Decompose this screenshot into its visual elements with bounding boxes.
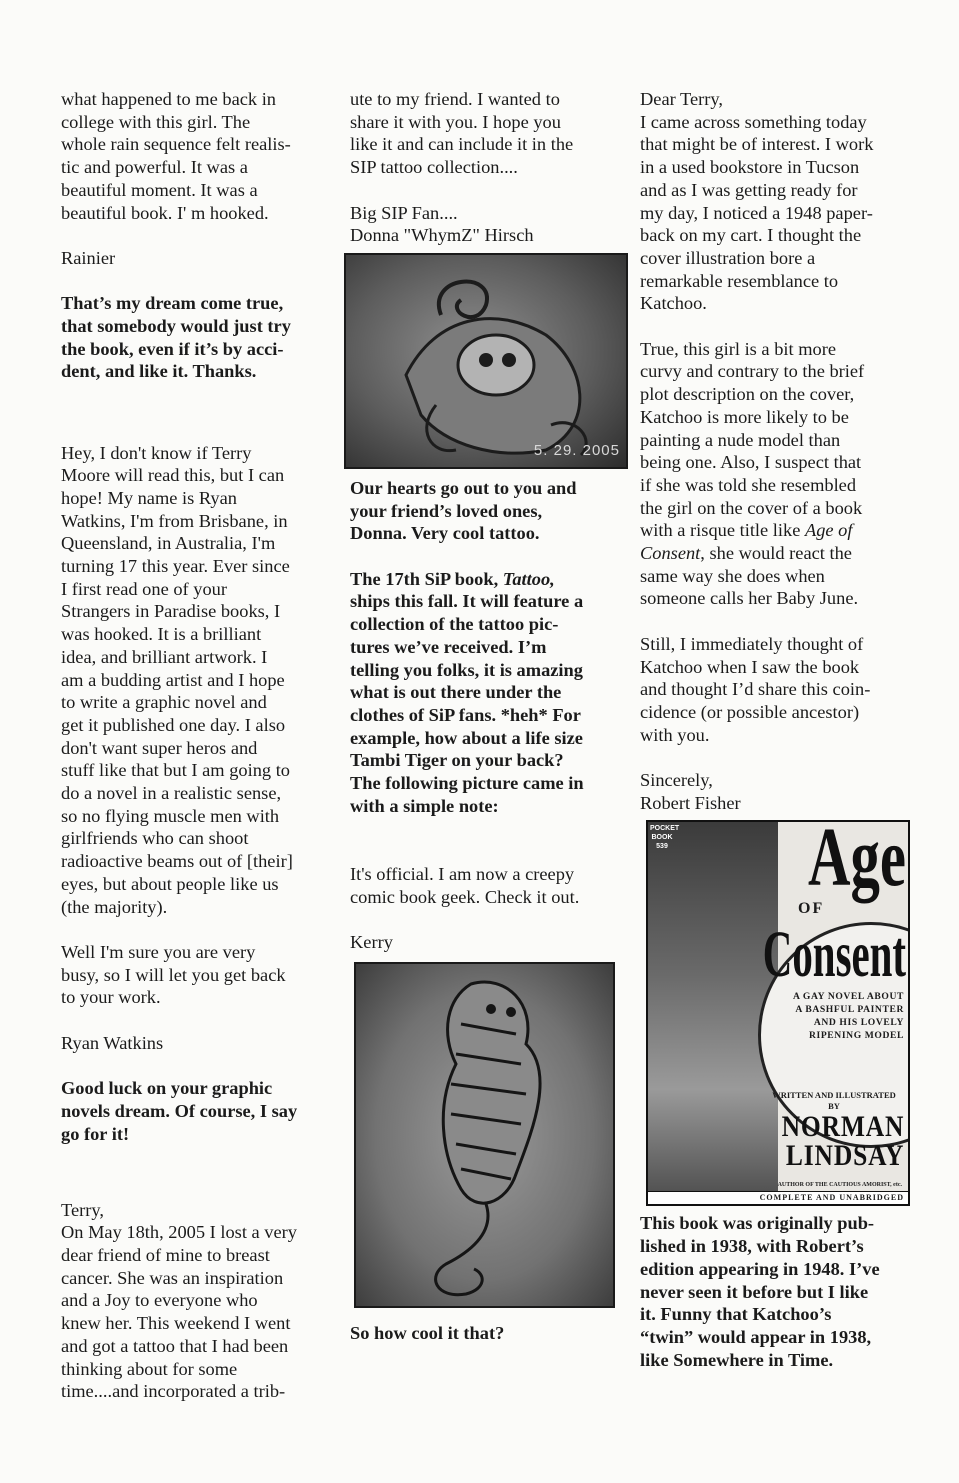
letter-4	[350, 863, 630, 908]
text-line: Moore will read this, but I can	[61, 465, 285, 486]
text-line: if she was told she resembled	[640, 474, 857, 495]
text-line: SIP tattoo collection....	[350, 157, 518, 178]
signoff: Sincerely,	[640, 770, 713, 791]
text-line	[640, 519, 920, 542]
text-line: busy, so I will let you get back	[61, 964, 286, 985]
text-line: NORMAN	[781, 1110, 904, 1144]
text-line: Tambi Tiger on your back?	[350, 750, 564, 771]
editor-reply-2	[61, 1077, 333, 1145]
text-line: painting a nude model than	[640, 429, 841, 450]
text-line: cidence (or possible ancestor)	[640, 701, 860, 722]
editor-reply-4	[350, 568, 630, 818]
text-line: WRITTEN AND ILLUSTRATED	[772, 1090, 896, 1101]
text-line: turning 17 this year. Ever since	[61, 556, 290, 577]
text-line: Katchoo when I saw the book	[640, 656, 860, 677]
book-title-tattoo: Tattoo,	[502, 568, 555, 589]
text-line: It's official. I am now a creepy	[350, 863, 575, 884]
text-line: I came across something today	[640, 111, 867, 132]
tiger-tattoo-photo	[354, 962, 615, 1308]
text-line: go for it!	[61, 1123, 130, 1144]
text-line: stuff like that but I am going to	[61, 760, 291, 781]
badge-number: 539	[656, 843, 668, 851]
text-line: RIPENING MODEL	[808, 1030, 904, 1042]
text-line: like Somewhere in Time.	[640, 1349, 834, 1370]
text-line: in a used bookstore in Tucson	[640, 157, 860, 178]
text-line: That’s my dream come true,	[61, 293, 284, 314]
editor-reply-6	[640, 1212, 920, 1371]
text-line: Donna. Very cool tattoo.	[350, 523, 540, 544]
text-line: to your work.	[61, 987, 161, 1008]
text-line: it. Funny that Katchoo’s	[640, 1304, 832, 1325]
text-line: whole rain sequence felt realis-	[61, 134, 291, 155]
text-line: what happened to me back in	[61, 89, 276, 109]
text-line: The following picture came in	[350, 773, 584, 794]
text-line: Still, I immediately thought of	[640, 633, 864, 654]
tiger-tattoo-drawing	[356, 964, 613, 1306]
text-line: and thought I’d share this coin-	[640, 679, 871, 700]
text-line: beautiful book. I' m hooked.	[61, 202, 269, 223]
cover-subtitle	[774, 990, 904, 1042]
text-line: that somebody would just try	[61, 316, 291, 336]
letter-greeting: Terry,	[61, 1199, 104, 1220]
text-line: example, how about a life size	[350, 727, 583, 748]
tattoo-photo-1	[344, 253, 628, 469]
text-line: college with this girl. The	[61, 111, 251, 132]
text-line: (the majority).	[61, 896, 168, 917]
text-line: AND HIS LOVELY	[813, 1017, 904, 1029]
text-line: am a budding artist and I hope	[61, 669, 285, 690]
text-line: cancer. She was an inspiration	[61, 1267, 284, 1288]
badge-text: BOOK	[651, 834, 673, 842]
text-line: True, this girl is a bit more	[640, 338, 836, 359]
text-line: time....and incorporated a trib-	[61, 1381, 286, 1402]
text-line: ships this fall. It will feature a	[350, 591, 584, 612]
text-line: curvy and contrary to the brief	[640, 361, 865, 382]
text-line: and a Joy to everyone who	[61, 1290, 258, 1311]
text-line: that might be of interest. I work	[640, 134, 874, 155]
text-line: LINDSAY	[785, 1139, 904, 1173]
signature-robert-fisher: Robert Fisher	[640, 792, 741, 813]
text-line: idea, and brilliant artwork. I	[61, 646, 268, 667]
letter-5-para-3	[640, 633, 920, 747]
cover-unabridged-banner: COMPLETE AND UNABRIDGED	[648, 1191, 908, 1204]
text-line: remarkable resemblance to	[640, 270, 839, 291]
text-line: collection of the tattoo pic-	[350, 614, 559, 635]
text-line: dear friend of mine to breast	[61, 1245, 270, 1266]
editor-reply-1	[61, 292, 333, 383]
tattoo-drawing	[346, 255, 626, 467]
signature-ryan-watkins: Ryan Watkins	[61, 1032, 164, 1053]
book-cover-image	[646, 820, 910, 1206]
text-line: Katchoo is more likely to be	[640, 406, 849, 427]
text-line: your friend’s loved ones,	[350, 500, 543, 521]
text-line: beautiful moment. It was a	[61, 179, 258, 200]
text-line: tures we’ve received. I’m	[350, 636, 547, 657]
cover-byline	[764, 1090, 904, 1112]
text-line: do a novel in a realistic sense,	[61, 783, 282, 804]
text-line: Watkins, I'm from Brisbane, in	[61, 510, 288, 531]
text-line: A BASHFUL PAINTER	[795, 1004, 904, 1016]
badge-text: POCKET	[650, 825, 680, 833]
text-line: edition appearing in 1948. I’ve	[640, 1258, 880, 1279]
text-line: clothes of SiP fans. *heh* For	[350, 704, 581, 725]
text-line: and got a tattoo that I had been	[61, 1335, 289, 1356]
text-line: the girl on the cover of a book	[640, 497, 863, 518]
column-3	[640, 88, 920, 1371]
text-line: someone calls her Baby June.	[640, 588, 859, 609]
text-line: like it and can include it in the	[350, 134, 574, 155]
photo-date-stamp: 5. 29. 2005	[533, 442, 620, 460]
text-line: get it published one day. I also	[61, 714, 286, 735]
text-line: Queensland, in Australia, I'm	[61, 533, 276, 554]
text-line: tic and powerful. It was a	[61, 157, 248, 178]
text-line: with you.	[640, 724, 710, 745]
text-line: back on my cart. I thought the	[640, 225, 862, 246]
text-line: comic book geek. Check it out.	[350, 886, 580, 907]
text-line: Good luck on your graphic	[61, 1078, 273, 1099]
cover-footnote: AUTHOR OF THE CAUTIOUS AMORIST, etc.	[777, 1182, 902, 1189]
text-line: On May 18th, 2005 I lost a very	[61, 1222, 297, 1243]
text-line: ute to my friend. I wanted to	[350, 89, 560, 109]
cover-author-name	[781, 1110, 904, 1173]
letter-1-ending	[61, 88, 333, 224]
letter-3-signoff	[350, 202, 630, 247]
text-line: novels dream. Of course, I say	[61, 1100, 298, 1121]
text-line: what is out there under the	[350, 682, 562, 703]
text-line: same way she does when	[640, 565, 825, 586]
text-line: was hooked. It is a brilliant	[61, 624, 262, 645]
signature-donna: Donna "WhymZ" Hirsch	[350, 225, 534, 246]
text-line: Katchoo.	[640, 293, 707, 314]
text-line: and as I was getting ready for	[640, 179, 858, 200]
text-line: plot description on the cover,	[640, 384, 855, 405]
text-line: knew her. This weekend I went	[61, 1313, 291, 1334]
column-2	[350, 88, 630, 1344]
text-line: I first read one of your	[61, 578, 227, 599]
text-fragment: with a risque title like	[640, 520, 805, 541]
column-1	[61, 88, 333, 1403]
letter-3-continued	[350, 88, 630, 179]
text-line: “twin” would appear in 1938,	[640, 1326, 872, 1347]
text-line: my day, I noticed a 1948 paper-	[640, 202, 873, 223]
text-line: share it with you. I hope you	[350, 111, 561, 132]
signoff: Big SIP Fan....	[350, 202, 458, 223]
text-line: to write a graphic novel and	[61, 692, 267, 713]
book-title-fragment: Consent	[640, 543, 701, 564]
editor-reply-3	[350, 477, 630, 545]
letter-5-signoff	[640, 769, 920, 814]
letter-5	[640, 88, 920, 315]
text-line: cover illustration bore a	[640, 247, 816, 268]
book-title-fragment: Age of	[804, 520, 853, 541]
text-line: being one. Also, I suspect that	[640, 452, 862, 473]
text-line: telling you folks, it is amazing	[350, 659, 583, 680]
text-line: Our hearts go out to you and	[350, 477, 577, 498]
letter-5-para-2	[640, 338, 920, 610]
text-line	[350, 568, 630, 591]
signature-kerry: Kerry	[350, 931, 393, 952]
signature-rainier: Rainier	[61, 247, 116, 268]
letter-greeting: Dear Terry,	[640, 89, 723, 109]
cover-title-of: OF	[798, 900, 825, 918]
text-line: Well I'm sure you are very	[61, 941, 256, 962]
text-line: radioactive beams out of [their]	[61, 851, 293, 872]
text-line: hope! My name is Ryan	[61, 487, 237, 508]
text-line: the book, even if it’s by acci-	[61, 338, 284, 359]
pocket-book-badge	[650, 824, 680, 884]
text-fragment: , she would react the	[700, 543, 852, 564]
letter-2-closing	[61, 941, 333, 1009]
text-line: thinking about for some	[61, 1358, 238, 1379]
text-line	[640, 542, 920, 565]
letter-2	[61, 442, 333, 919]
text-line: This book was originally pub-	[640, 1213, 875, 1234]
cover-title-age: Age	[808, 820, 906, 905]
text-line: Strangers in Paradise books, I	[61, 601, 281, 622]
editor-reply-5: So how cool it that?	[350, 1322, 505, 1343]
text-line: with a simple note:	[350, 795, 499, 816]
text-line: Hey, I don't know if Terry	[61, 442, 252, 463]
letter-3	[61, 1199, 333, 1403]
text-line: never seen it before but I like	[640, 1281, 869, 1302]
text-fragment: The 17th SiP book,	[350, 568, 503, 589]
text-line: dent, and like it. Thanks.	[61, 361, 257, 382]
text-line: lished in 1938, with Robert’s	[640, 1236, 864, 1257]
text-line: BY	[828, 1101, 840, 1112]
text-line: girlfriends who can shoot	[61, 828, 249, 849]
text-line: don't want super heros and	[61, 737, 258, 758]
text-line: eyes, but about people like us	[61, 873, 279, 894]
cover-title-consent: Consent	[762, 918, 906, 992]
text-line: A GAY NOVEL ABOUT	[792, 991, 904, 1003]
text-line: so no flying muscle men with	[61, 805, 280, 826]
